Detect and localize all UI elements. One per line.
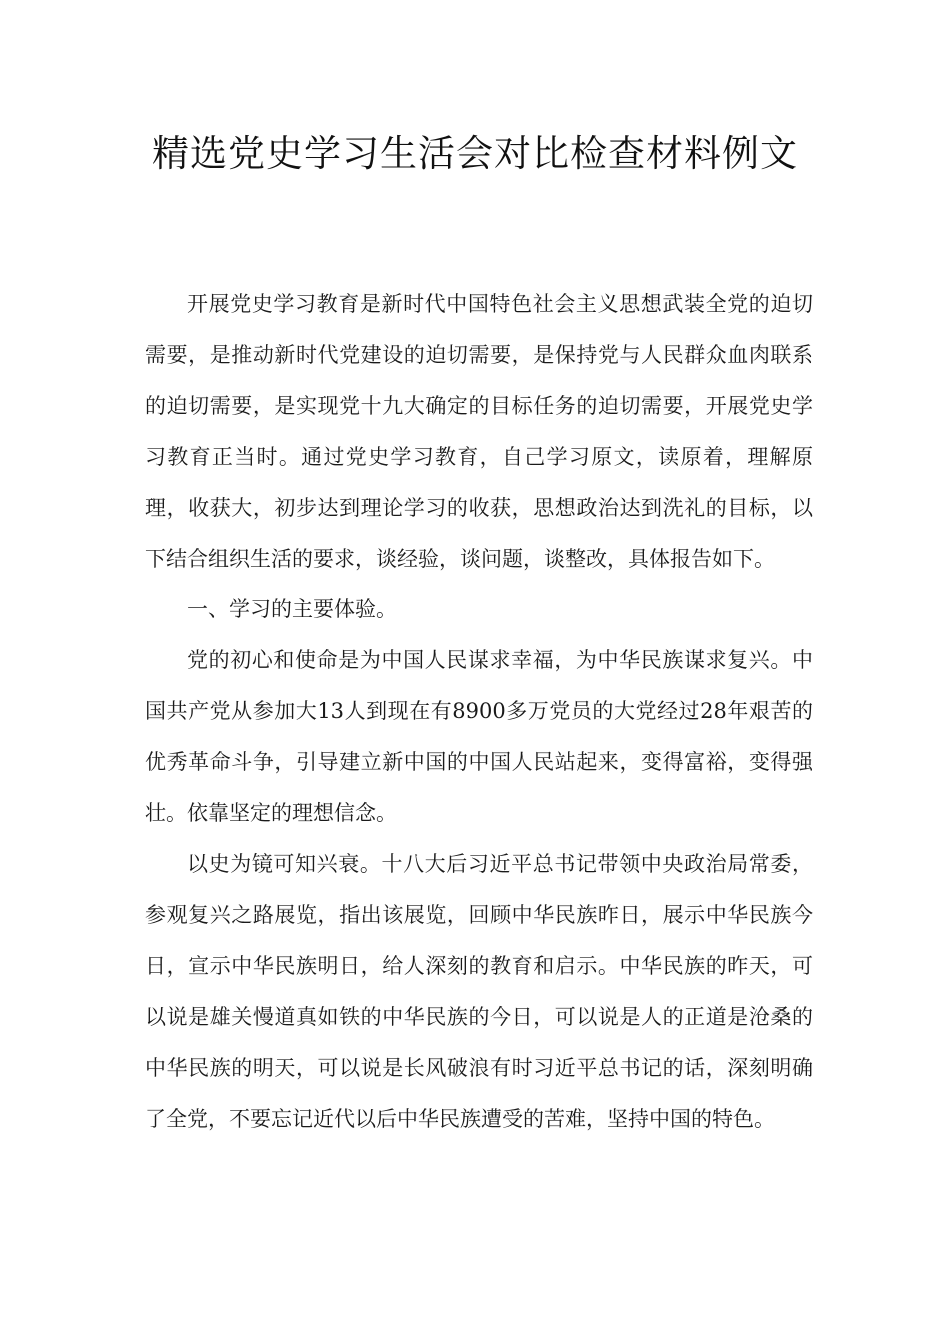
paragraph-intro: 开展党史学习教育是新时代中国特色社会主义思想武装全党的迫切需要，是推动新时代党建设的迫切需要，是保持党与人民群众血肉联系的迫切需要，是实现党十九大确定的目标任务的迫切需要，开展党史学习教育正当时。通过党史学习教育，自己学习原文，读原着，理解原理，收获大，初步达到理论学习的收获，思想政治达到洗礼的目标，以下结合组织生活的要求，谈经验，谈问题，谈整改，具体报告如下。 <box>145 292 813 571</box>
document-title: 精选党史学习生活会对比检查材料例文 <box>152 132 798 175</box>
section-heading-learning-experience: 一、学习的主要体验。 <box>187 597 397 622</box>
document-body <box>145 279 813 1144</box>
paragraph-original-mission: 党的初心和使命是为中国人民谋求幸福，为中华民族谋求复兴。中国共产党从参加大13人到现在有8900多万党员的大党经过28年艰苦的优秀革命斗争，引导建立新中国的中国人民站起来，变得富裕，变得强壮。依靠坚定的理想信念。 <box>145 648 813 826</box>
paragraph-history-mirror: 以史为镜可知兴衰。十八大后习近平总书记带领中央政治局常委，参观复兴之路展览，指出该展览，回顾中华民族昨日，展示中华民族今日，宣示中华民族明日，给人深刻的教育和启示。中华民族的昨天，可以说是雄关慢道真如铁的中华民族的今日，可以说是人的正道是沧桑的中华民族的明天，可以说是长风破浪有时习近平总书记的话，深刻明确了全党，不要忘记近代以后中华民族遭受的苦难，坚持中国的特色。 <box>145 851 813 1131</box>
